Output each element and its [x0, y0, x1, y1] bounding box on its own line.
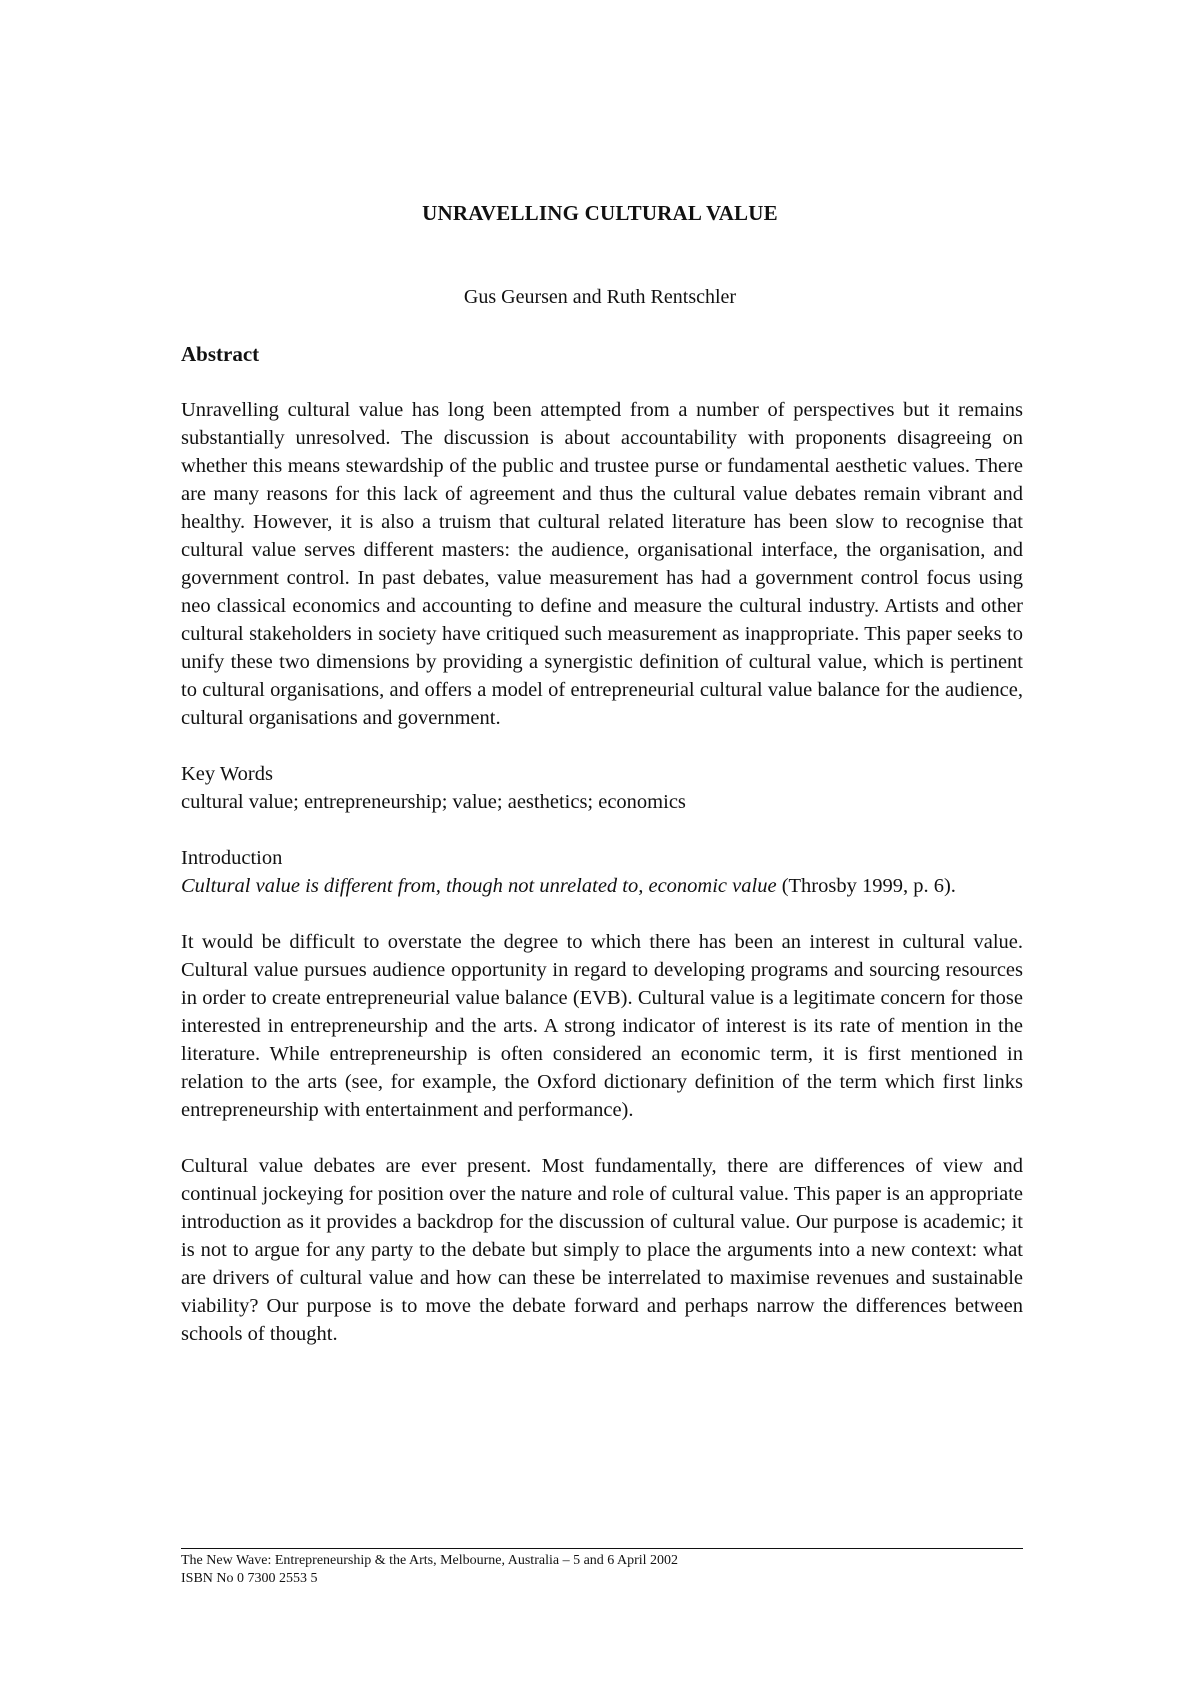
abstract-heading: Abstract	[181, 342, 260, 366]
quote-citation: (Throsby 1999, p. 6).	[776, 875, 956, 897]
introduction-quote	[181, 872, 1023, 900]
introduction-paragraph-2: Cultural value debates are ever present. Most fundamentally, there are differences of view and continual jockeying for position over the nature and role of cultural value. This paper is an appropriate introduction as it provides a backdrop for the discussion of cultural value. Our purpose is academic; it is not to argue for any party to the debate but simply to place the arguments into a new context: what are drivers of cultural value and how can these be interrelated to maximise revenues and sustainable viability? Our purpose is to move the debate forward and perhaps narrow the differences between schools of thought.	[181, 1155, 1023, 1345]
abstract-text: Unravelling cultural value has long been attempted from a number of perspectives but it remains substantially unresolved. The discussion is about accountability with proponents disagreeing on whether this means stewardship of the public and trustee purse or fundamental aesthetic values. There are many reasons for this lack of agreement and thus the cultural value debates remain vibrant and healthy. However, it is also a truism that cultural related literature has been slow to recognise that cultural value serves different masters: the audience, organisational interface, the organisation, and government control. In past debates, value measurement has had a government control focus using neo classical economics and accounting to define and measure the cultural industry. Artists and other cultural stakeholders in society have critiqued such measurement as inappropriate. This paper seeks to unify these two dimensions by providing a synergistic definition of cultural value, which is pertinent to cultural organisations, and offers a model of entrepreneurial cultural value balance for the audience, cultural organisations and government.	[181, 399, 1023, 729]
quote-italic-text: Cultural value is different from, though not unrelated to, economic value	[181, 875, 777, 897]
paper-authors: Gus Geursen and Ruth Rentschler	[463, 286, 737, 308]
paper-body	[181, 340, 1023, 1348]
footer-isbn-line: ISBN No 0 7300 2553 5	[181, 1571, 318, 1586]
footer-divider	[181, 1548, 1023, 1549]
keywords-text: cultural value; entrepreneurship; value; aesthetics; economics	[181, 791, 686, 813]
paper-title: UNRAVELLING CULTURAL VALUE	[422, 201, 778, 225]
introduction-paragraph-1: It would be difficult to overstate the degree to which there has been an interest in cultural value. Cultural value pursues audience opportunity in regard to developing programs and sourcing resources in order to create entrepreneurial value balance (EVB). Cultural value is a legitimate concern for those interested in entrepreneurship and the arts. A strong indicator of interest is its rate of mention in the literature. While entrepreneurship is often considered an economic term, it is first mentioned in relation to the arts (see, for example, the Oxford dictionary definition of the term which first links entrepreneurship with entertainment and performance).	[181, 931, 1023, 1121]
page-footer	[181, 1552, 1023, 1588]
introduction-heading: Introduction	[181, 847, 283, 869]
keywords-heading: Key Words	[181, 763, 273, 785]
footer-conference-line: The New Wave: Entrepreneurship & the Arts, Melbourne, Australia – 5 and 6 April 2002	[181, 1553, 679, 1568]
